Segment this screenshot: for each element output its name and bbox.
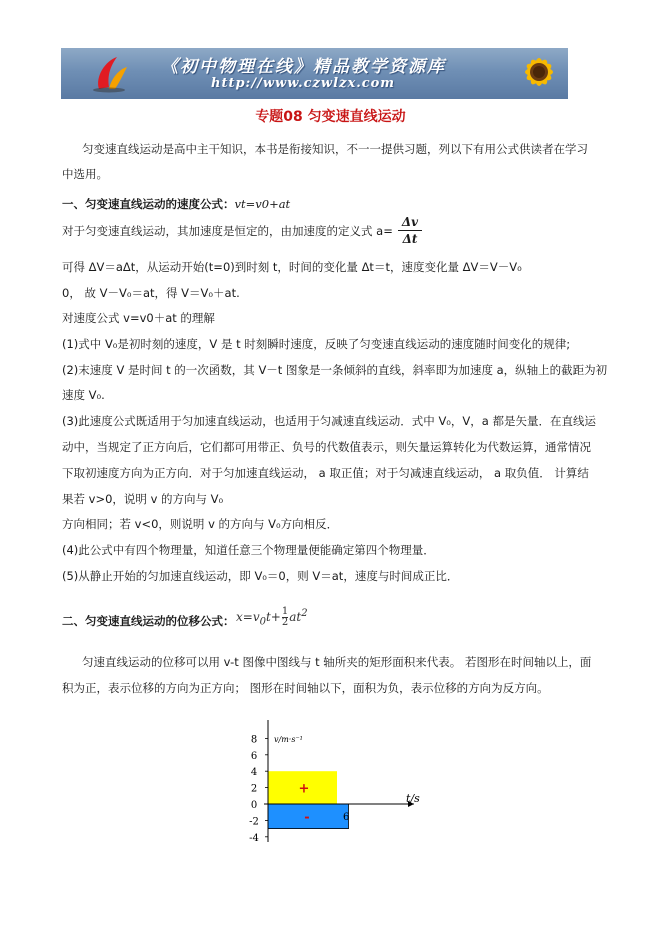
region-label-positive: + — [298, 781, 310, 797]
banner-url: http://www.czwlzx.com — [211, 76, 396, 91]
section1-heading: 一、匀变速直线运动的速度公式： — [62, 197, 235, 211]
x-axis-label: t/s — [406, 792, 420, 805]
section1-item-3e: 方向相同；若 v<0，则说明 v 的方向与 V₀方向相反． — [62, 517, 339, 531]
y-tick-label: 6 — [250, 750, 258, 762]
y-tick-label: 0 — [250, 800, 258, 811]
section1-item-3c: 下取初速度方向为正方向．对于匀加速直线运动， a 取正值；对于匀减速直线运动， a 取负值． 计算结 — [62, 466, 589, 480]
section1-heading-formula: vt=v0+at — [234, 197, 291, 211]
formula-num: 1 — [281, 606, 289, 617]
fraction-bar — [398, 230, 422, 231]
header-banner — [61, 48, 568, 99]
section1-item-2b: 速度 V₀. — [62, 388, 105, 402]
section1-item-3a: (3)此速度公式既适用于匀加速直线运动，也适用于匀减速直线运动．式中 V₀，V，a 都是矢量．在直线运 — [62, 414, 596, 428]
section1-item-3b: 动中，当规定了正方向后，它们都可用带正、负号的代数值表示，则矢量运算转化为代数运算，通常情况 — [62, 440, 591, 454]
section1-line-3: 0， 故 V－V₀＝at，得 V＝V₀＋at. — [62, 286, 240, 300]
vt-chart — [236, 712, 436, 842]
section1-line-2: 可得 ΔV＝aΔt，从运动开始(t=0)到时刻 t，时间的变化量 Δt＝t，速度变化量 ΔV＝V－V₀ — [62, 260, 522, 274]
formula-right: at — [289, 610, 302, 624]
section1-item-1: (1)式中 V₀是初时刻的速度，V 是 t 时刻瞬时速度，反映了匀变速直线运动的速度随时间变化的规律; — [62, 337, 571, 351]
formula-fraction — [282, 607, 288, 628]
intro-line-1: 匀变速直线运动是高中主干知识，本书是衔接知识，不一一提供习题，列以下有用公式供读者在学习 — [82, 142, 588, 156]
y-tick-label: -4 — [249, 832, 259, 842]
section2-para-1: 匀速直线运动的位移可以用 v-t 图像中图线与 t 轴所夹的矩形面积来代表。 若图形在时间轴以上，面 — [82, 655, 592, 669]
formula-left: x=v — [236, 610, 260, 624]
y-axis-label: v/m·s⁻¹ — [274, 735, 303, 744]
formula-den: 2 — [281, 617, 289, 628]
section1-heading-row — [62, 196, 290, 212]
y-tick-label: 2 — [250, 783, 258, 795]
region-label-negative: - — [304, 810, 310, 826]
y-tick-label: 4 — [250, 767, 258, 779]
section1-line-4: 对速度公式 v=v0＋at 的理解 — [62, 311, 215, 325]
page-title: 专题08 匀变速直线运动 — [255, 109, 406, 125]
fraction-numerator: Δv — [401, 215, 419, 229]
site-logo-icon — [91, 53, 129, 93]
section1-item-2a: (2)末速度 V 是时间 t 的一次函数，其 V－t 图象是一条倾斜的直线，斜率即为加速度 a，纵轴上的截距为初 — [62, 363, 608, 377]
acceleration-fraction — [398, 215, 422, 246]
displacement-formula — [236, 607, 308, 628]
formula-sub: 0 — [259, 616, 266, 628]
sunflower-icon — [503, 48, 568, 99]
section1-item-5: (5)从静止开始的匀加速直线运动，即 V₀＝0，则 V＝at，速度与时间成正比． — [62, 569, 459, 583]
section1-item-4: (4)此公式中有四个物理量，知道任意三个物理量便能确定第四个物理量． — [62, 543, 435, 557]
section1-line-1: 对于匀变速直线运动，其加速度是恒定的，由加速度的定义式 a= — [62, 224, 393, 238]
section2-para-2: 积为正，表示位移的方向为正方向； 图形在时间轴以下，面积为负，表示位移的方向为反方向。 — [62, 681, 549, 695]
y-tick-label: 8 — [250, 734, 258, 746]
y-tick-label: -2 — [249, 816, 259, 828]
section2-heading: 二、匀变速直线运动的位移公式： — [62, 614, 235, 628]
fraction-denominator: Δt — [402, 232, 418, 246]
banner-title: 《初中物理在线》精品教学资源库 — [161, 57, 446, 77]
x-tick-label: 6 — [343, 812, 350, 823]
intro-line-2: 中选用。 — [62, 167, 108, 181]
formula-mid: t+ — [265, 610, 281, 624]
section1-item-3d: 果若 v>0，说明 v 的方向与 V₀ — [62, 492, 224, 506]
formula-sup: 2 — [301, 608, 308, 619]
